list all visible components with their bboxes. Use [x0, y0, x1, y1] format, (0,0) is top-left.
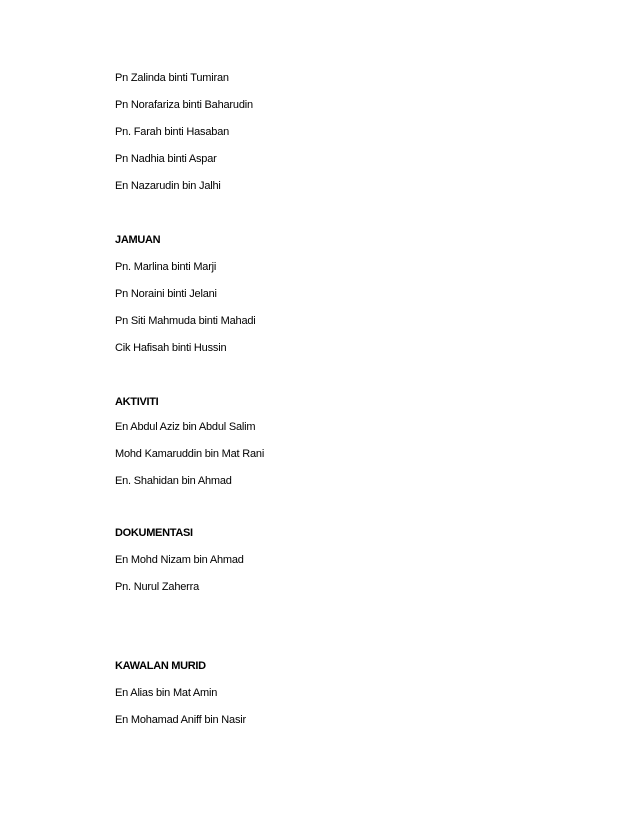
name-line: Pn. Nurul Zaherra	[115, 581, 200, 593]
name-line: Cik Hafisah binti Hussin	[115, 342, 227, 354]
name-line: En Abdul Aziz bin Abdul Salim	[115, 421, 256, 433]
name-line: En Mohd Nizam bin Ahmad	[115, 554, 244, 566]
section-heading-jamuan: JAMUAN	[115, 234, 161, 246]
name-line: En Mohamad Aniff bin Nasir	[115, 714, 246, 726]
name-line: Pn Zalinda binti Tumiran	[115, 72, 229, 84]
section-heading-dokumentasi: DOKUMENTASI	[115, 527, 193, 539]
name-line: Pn Siti Mahmuda binti Mahadi	[115, 315, 256, 327]
section-heading-aktiviti: AKTIVITI	[115, 396, 159, 408]
name-line: Pn Norafariza binti Baharudin	[115, 99, 253, 111]
name-line: Pn Nadhia binti Aspar	[115, 153, 217, 165]
name-line: Pn. Farah binti Hasaban	[115, 126, 230, 138]
name-line: En Nazarudin bin Jalhi	[115, 180, 221, 192]
name-line: Mohd Kamaruddin bin Mat Rani	[115, 448, 265, 460]
name-line: En. Shahidan bin Ahmad	[115, 475, 232, 487]
name-line: Pn Noraini binti Jelani	[115, 288, 217, 300]
name-line: En Alias bin Mat Amin	[115, 687, 218, 699]
name-line: Pn. Marlina binti Marji	[115, 261, 217, 273]
section-heading-kawalan-murid: KAWALAN MURID	[115, 660, 206, 672]
